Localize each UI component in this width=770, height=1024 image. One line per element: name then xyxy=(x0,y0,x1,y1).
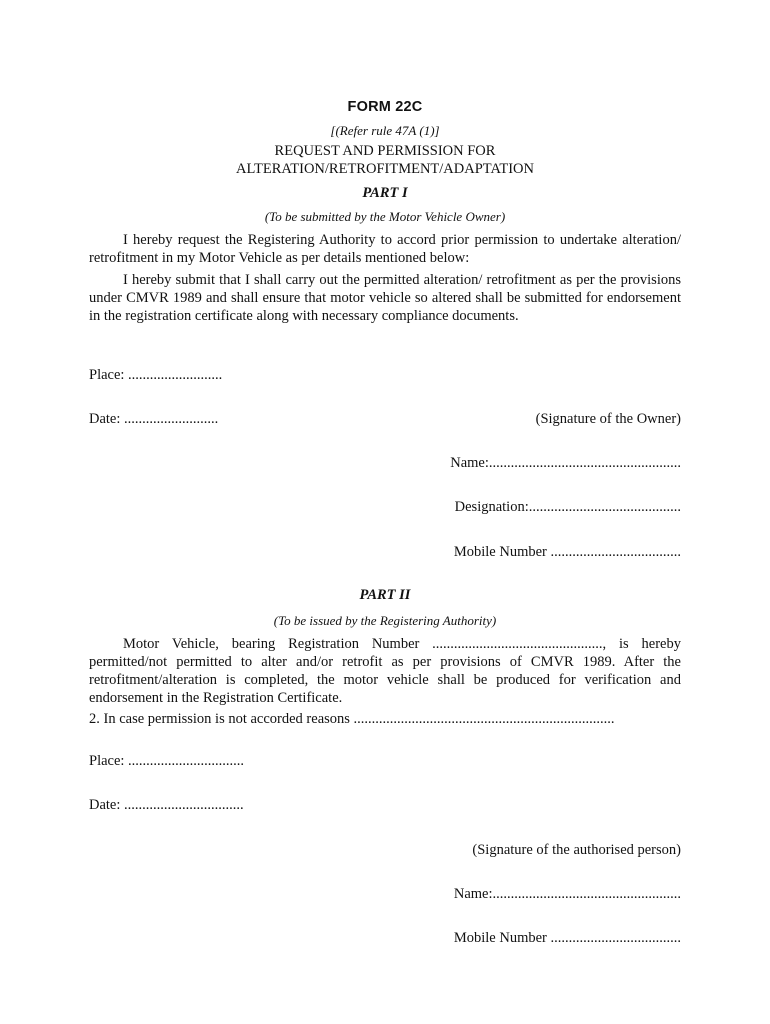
part1-request-paragraph: I hereby request the Registering Authority to accord prior permission to undertake alteration/ retrofitment in my Motor Vehicle as per details mentioned below: xyxy=(89,232,681,266)
part2-permission-paragraph: Motor Vehicle, bearing Registration Number ..............................................., is hereby permitted/not permitted to alter and/or retrofit as per provisions of CMVR 1989. After the retrofitment/alteration is completed, the motor vehicle shall be produced for verification and endorsement in the Registration Certificate. xyxy=(89,636,681,706)
authorised-mobile-field[interactable]: Mobile Number .................................... xyxy=(453,930,681,946)
part2-subtitle: (To be issued by the Registering Authority) xyxy=(273,613,497,628)
form-heading-line1: REQUEST AND PERMISSION FOR xyxy=(274,143,496,159)
part1-subtitle: (To be submitted by the Motor Vehicle Owner) xyxy=(264,209,506,224)
owner-designation-field[interactable]: Designation:.......................................... xyxy=(454,499,681,515)
part2-reasons-line[interactable]: 2. In case permission is not accorded reasons ........................................................................ xyxy=(89,711,615,727)
part1-date-field[interactable]: Date: .......................... xyxy=(89,411,219,427)
part1-heading: PART I xyxy=(362,185,408,201)
part2-date-field[interactable]: Date: ................................. xyxy=(89,797,244,813)
part1-place-field[interactable]: Place: .......................... xyxy=(89,367,223,383)
authorised-name-field[interactable]: Name:.................................................... xyxy=(453,886,681,902)
authorised-signature-label: (Signature of the authorised person) xyxy=(472,842,681,858)
form-heading-line2: ALTERATION/RETROFITMENT/ADAPTATION xyxy=(236,161,534,177)
part1-undertaking-paragraph: I hereby submit that I shall carry out the permitted alteration/ retrofitment as per the provisions under CMVR 1989 and shall ensure that motor vehicle so altered shall be submitted for endorsement in the registration certificate along with necessary compliance documents. xyxy=(89,272,681,324)
rule-reference: [(Refer rule 47A (1)] xyxy=(330,123,440,138)
owner-mobile-field[interactable]: Mobile Number .................................... xyxy=(453,544,681,560)
part2-heading: PART II xyxy=(359,587,411,603)
part2-place-field[interactable]: Place: ................................ xyxy=(89,753,245,769)
owner-name-field[interactable]: Name:..................................................... xyxy=(450,455,681,471)
owner-signature-label: (Signature of the Owner) xyxy=(535,411,681,427)
form-title: FORM 22C xyxy=(347,99,423,115)
